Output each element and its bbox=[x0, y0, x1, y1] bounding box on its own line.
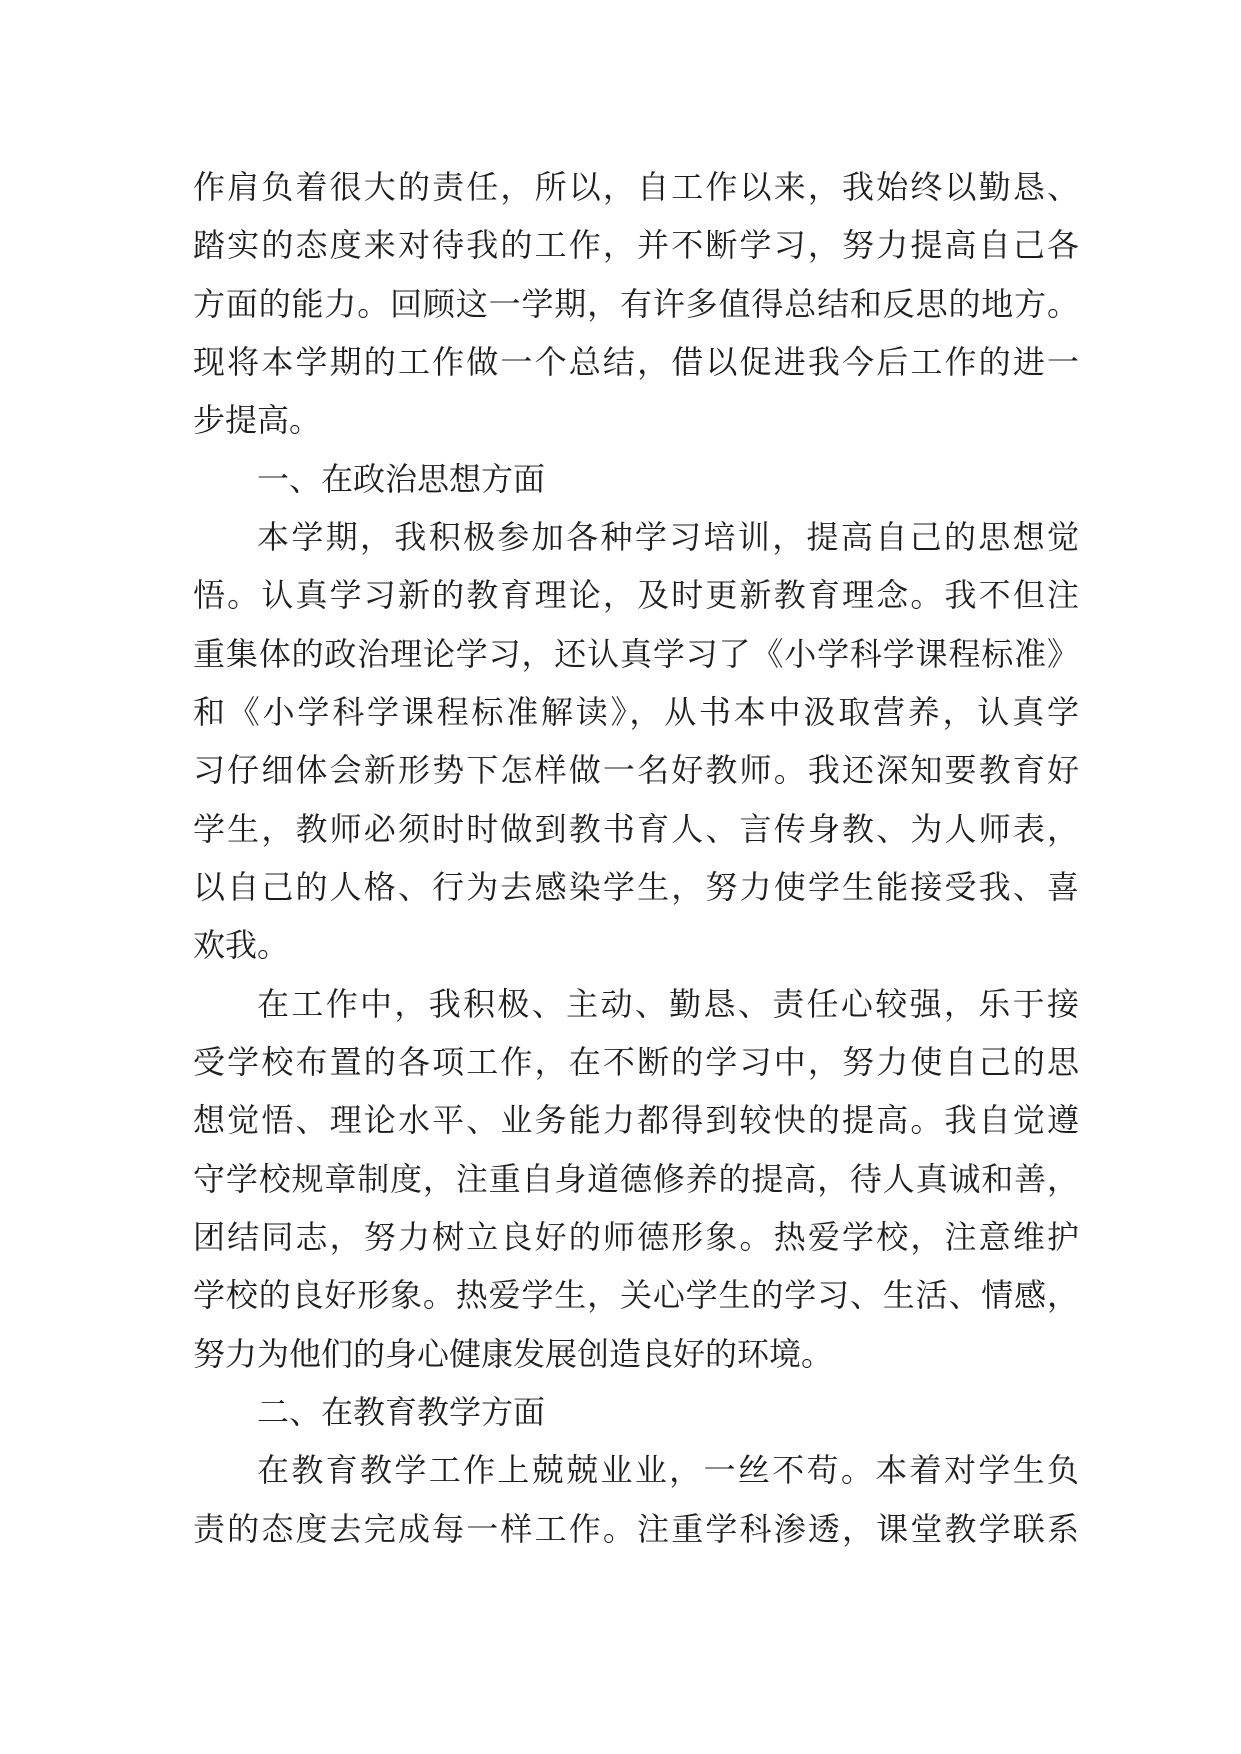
text-line: 想觉悟、理论水平、业务能力都得到较快的提高。我自觉遵 bbox=[193, 1101, 1079, 1140]
text-line: 重集体的政治理论学习，还认真学习了《小学科学课程标准》 bbox=[193, 634, 1079, 673]
text-line: 习仔细体会新形势下怎样做一名好教师。我还深知要教育好 bbox=[193, 751, 1079, 790]
text-line: 悟。认真学习新的教育理论，及时更新教育理念。我不但注 bbox=[193, 576, 1079, 615]
text-line: 在工作中，我积极、主动、勤恳、责任心较强，乐于接 bbox=[257, 984, 1079, 1023]
text-line: 责的态度去完成每一样工作。注重学科渗透，课堂教学联系 bbox=[193, 1509, 1079, 1548]
text-line: 守学校规章制度，注重自身道德修养的提高，待人真诚和善， bbox=[193, 1159, 1079, 1198]
intro-paragraph bbox=[193, 158, 1079, 450]
text-line: 学生，教师必须时时做到教书育人、言传身教、为人师表， bbox=[193, 809, 1079, 848]
text-line: 现将本学期的工作做一个总结，借以促进我今后工作的进一 bbox=[193, 342, 1079, 381]
text-line: 和《小学科学课程标准解读》，从书本中汲取营养，认真学 bbox=[193, 692, 1079, 731]
text-line: 学校的良好形象。热爱学生，关心学生的学习、生活、情感， bbox=[193, 1276, 1079, 1315]
text-line: 努力为他们的身心健康发展创造良好的环境。 bbox=[193, 1334, 834, 1373]
text-line: 步提高。 bbox=[193, 401, 322, 440]
text-line: 作肩负着很大的责任，所以，自工作以来，我始终以勤恳、 bbox=[193, 168, 1079, 206]
section-heading: 一、在政治思想方面 bbox=[257, 459, 546, 498]
section-heading: 二、在教育教学方面 bbox=[257, 1392, 546, 1431]
text-line: 以自己的人格、行为去感染学生，努力使学生能接受我、喜 bbox=[193, 867, 1079, 906]
text-line: 受学校布置的各项工作，在不断的学习中，努力使自己的思 bbox=[193, 1042, 1079, 1081]
text-line: 踏实的态度来对待我的工作，并不断学习，努力提高自己各 bbox=[193, 226, 1079, 265]
text-line: 方面的能力。回顾这一学期，有许多值得总结和反思的地方。 bbox=[193, 284, 1079, 323]
text-line: 在教育教学工作上兢兢业业，一丝不苟。本着对学生负 bbox=[257, 1451, 1079, 1490]
body-paragraph bbox=[193, 1441, 1079, 1558]
body-paragraph bbox=[193, 975, 1079, 1383]
document-body bbox=[193, 158, 1079, 1558]
text-line: 团结同志，努力树立良好的师德形象。热爱学校，注意维护 bbox=[193, 1217, 1079, 1256]
body-paragraph bbox=[193, 508, 1079, 975]
text-line: 本学期，我积极参加各种学习培训，提高自己的思想觉 bbox=[257, 517, 1079, 556]
text-line: 欢我。 bbox=[193, 926, 290, 965]
